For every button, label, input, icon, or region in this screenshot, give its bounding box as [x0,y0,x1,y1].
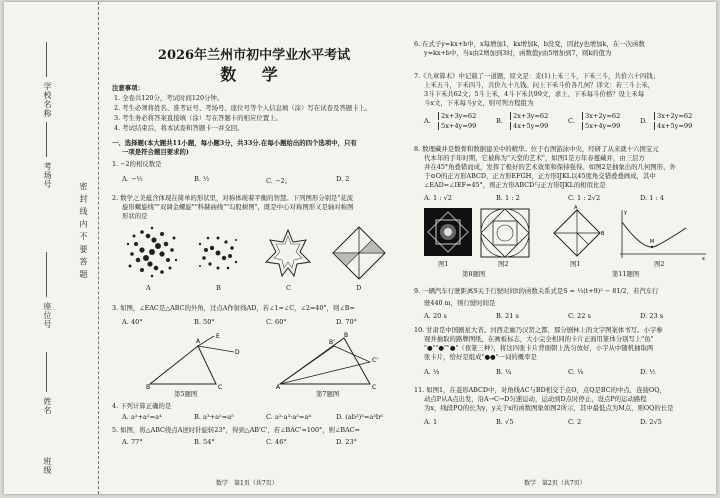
svg-text:B': B' [329,339,335,346]
function-graph-figure [616,208,710,260]
q2-label-d: D [356,284,362,292]
double-spiral-figure [192,228,244,278]
q7-option-a-eq2: 5x+4y=99 [438,122,476,130]
q1-option-a: A. −½ [122,175,143,183]
q11-option-a: A. 1 [424,418,438,426]
spiral-dots-figure [122,224,182,280]
q1-option-c: C. −2。 [266,177,292,185]
q4-option-a: A. a²+a²=a⁴ [122,413,162,421]
q7-option-b-key: B. [496,117,503,125]
q8-option-b: B. 1 : 2 [496,194,520,202]
question-8: 8. 数理藏并是数骨和数据建美中的精华。位于右图游泳中央，经研了从来就十六国宝元 [414,145,659,153]
q4-option-b: B. a³+a²=a⁵ [194,413,234,421]
question-7-line3: 3斗下禾共62文；5斗上禾，4斗下禾共99文，求上、下禾每斗价格？设上禾每 [424,90,645,98]
notice-3: 3. 考生务必将答案直接填（涂）写在答题卡的相应位置上。 [114,114,282,122]
figure-7-caption: 第7题图 [316,390,340,398]
question-7: 7.《九章算术》中记载了一道题，原文是：麦(1)上禾三斗，下禾三斗，共价六十四钱； [414,72,660,80]
q7-option-b-eq1: 2x+3y=62 [510,112,548,120]
caisson-photo-figure [424,208,472,256]
q9-option-c: C. 22 s [568,312,591,320]
question-5: 5. 如图，将△ABC绕点A逆时针旋转23°，得到△AB'C'，若∠BAC'=100°，则∠BAC= [112,426,360,434]
question-5-figure [274,332,384,390]
sealing-warning: 密 封 线 内 不 要 答 题 [79,182,88,279]
q10-option-c: C. ⅙ [568,368,584,376]
question-8-line2: 代本年的手年时期，它被称为"天堂的艺术"，如图1是万年春蔓藏并，由三层方 [424,154,645,162]
page-1 [104,2,404,494]
question-8-line3: 并在45°角叠错而成，发挥了极好的艺术效果和保持强得。如图2是抽象出的几何图形，外 [424,163,676,171]
question-2: 2. 数学之美蕴含体现在简单的形状里，对称体现着平衡的智慧。下列图形分别是"花流 [112,194,354,202]
figure-8-caption: 第8题图 [462,270,486,278]
notice-2: 2. 考生必须将姓名、准考证号、考场号、座位号等个人信息填（涂）写在试卷及答题卡上。 [114,104,372,112]
svg-text:x: x [702,256,705,262]
figure-11-1-caption: 图1 [570,260,581,268]
question-8-line4: 于⊙O的正方形ABCD，正方形EFGH，正方形IJKL以45度角交错叠叠画成，其中 [424,172,656,180]
svg-text:B: B [146,384,151,391]
q3-option-c: C. 60° [266,318,287,326]
question-9-line2: 驶440 m，则行驶时间是 [424,299,496,307]
q5-option-b: B. 54° [194,438,215,446]
question-10-line4: 张卡片，恰好是组成"●●"一词的概率是 [424,353,537,361]
q10-option-a: A. ⅓ [424,368,440,376]
page-1-footer: 数学 第1页（共7页） [216,480,278,487]
figure-11-caption: 第11题图 [612,270,640,278]
q7-option-a-key: A. [424,117,431,125]
q8-option-a: A. 1 : √2 [424,194,452,202]
page-2 [414,2,714,494]
svg-text:A: A [196,338,201,345]
question-3-figure [144,332,244,390]
class-label: 班级 [43,457,52,475]
exam-no-label: 考场号 [43,162,52,189]
q2-label-a: A [146,284,151,292]
school-line [46,42,47,77]
q11-option-c: C. 2 [568,418,582,426]
figure-11-2-caption: 图2 [654,260,665,268]
name-label: 姓名 [43,397,52,415]
q9-option-b: B. 21 s [496,312,519,320]
svg-text:A: A [574,205,578,211]
q9-option-a: A. 20 s [424,312,447,320]
question-6: 6. 在式子y=kx+b中，x每增加1，kx增加k，b没变，因此y也增加k，在一次函数 [414,40,645,48]
question-7-line4: 斗x文，下禾每斗y文，则可列方程组为 [424,99,534,107]
q11-option-b: B. √5 [496,418,514,426]
q4-option-c: C. a²·a³·a²=a⁴ [266,413,312,421]
question-7-line2: 上禾五斗，下禾四斗，共价九十九钱。问上下禾斗价各几何？译文：若三斗上禾， [424,81,655,89]
seat-label: 座位号 [43,302,52,329]
q7-option-a-eq1: 2x+3y=62 [438,112,476,120]
nested-squares-figure [478,206,532,260]
question-4: 4. 下列计算正确的是 [112,402,172,410]
q3-option-a: A. 40° [122,318,143,326]
svg-text:M: M [650,239,655,245]
svg-text:y: y [624,210,627,216]
rhombus-figure [550,206,604,260]
section1-heading: 一、选择题(本大题共11小题，每小题3分，共33分.在每小题给出的四个选项中，只有 [112,139,357,147]
seat-line [46,252,47,297]
question-11-line3: 为x，线段PQ的长为y，y关于x的函数图象如图2所示，其中最低点为M点，则OQ的长是 [424,404,674,412]
question-10-line3: "●""●""●"（夜篆三种），将这四张卡片背面朝上洗匀放好，小宇从中随机抽取两 [424,344,654,352]
question-6-line2: y=kx+b中，当x由2增加到3时，函数值y由5增加到7，则k的值为 [424,49,612,57]
q10-option-d: D. ½ [640,368,656,376]
figure-2-caption: 图2 [498,260,509,268]
question-8-line5: ∠EAD=∠IEF=45°，则正方形ABCD与正方形IJKL的相似比是 [424,181,606,189]
svg-text:E: E [216,333,220,340]
q7-option-b-eq2: 4x+5y=99 [510,122,548,130]
question-1: 1. −2的相反数是 [112,160,162,168]
svg-text:C: C [218,384,223,391]
svg-text:C': C' [372,357,378,364]
q4-option-d: D. (ab²)³=a³b⁶ [336,413,383,421]
notice-title: 注意事项： [112,84,144,92]
figure-1-caption: 图1 [438,260,449,268]
binding-margin [4,2,99,494]
question-10: 10. 甘肃是中国剧星大省。河西走廊乃汉贤之都，那分剧林上的文字图案体书写。小宇参 [414,326,663,334]
svg-text:A: A [276,384,281,391]
q5-option-c: C. 46° [266,438,287,446]
exam-sheet [4,2,716,494]
q3-option-d: D. 70° [336,318,357,326]
question-11-line2: 动点P从A点出发，沿A→C→D匀速运动，运动到D点时停止，设点P的运动路程 [424,395,647,403]
q10-option-b: B. ¼ [496,368,512,376]
q3-option-b: B. 50° [194,318,215,326]
q1-option-b: B. ½ [194,175,210,183]
svg-text:B: B [344,332,349,339]
q8-option-d: D. 1 : 4 [640,194,665,202]
q7-option-d-eq1: 3x+2y=62 [654,112,692,120]
svg-text:D: D [235,349,240,356]
subject-title: 数 学 [220,65,288,84]
section1-heading-2: 一项是符合题目要求的) [122,148,189,156]
q9-option-d: D. 23 s [640,312,664,320]
q11-option-d: D. 2√5 [640,418,662,426]
q1-option-d: D. 2 [336,175,350,183]
q7-option-d-eq2: 4x+5y=99 [654,122,692,130]
question-9: 9. 一辆汽车行驶距离S关于行驶时间t的函数关系式是S = ½(t+9)² − 81/2，若汽车行 [414,287,659,295]
koch-snowflake-figure [260,226,316,280]
question-11: 11. 如图1，在菱形ABCD中，对角线AC与BD相交于点O，点Q是BC的中点，连接OQ， [414,386,666,394]
question-3: 3. 如图，∠EAC是△ABC的外角，过点A作射线AD，若∠1=∠C，∠2=40°，则∠B= [112,304,355,312]
svg-text:C: C [372,384,377,391]
q2-label-c: C [286,284,292,292]
q7-option-c-key: C. [568,117,575,125]
pythagoras-figure [330,224,388,280]
school-label: 学校名称 [43,82,52,118]
q2-label-b: B [216,284,221,292]
exam-no-line [46,122,47,157]
q7-option-d-key: D. [640,117,648,125]
question-2-line2: 旋形螺旋线""双调金螺旋""科赫曲线""勾股树图"，既是中心对称图形又是轴对称图 [122,203,354,211]
q7-option-c-eq2: 5x+4y=99 [582,122,620,130]
q5-option-a: A. 77° [122,438,143,446]
page-2-footer: 数学 第2页（共7页） [524,480,586,487]
question-2-line3: 形状的是 [122,212,148,220]
notice-4: 4. 考试结束后，将本试卷和答题卡一并交回。 [114,124,244,132]
q5-option-d: D. 23° [336,438,357,446]
svg-text:B: B [601,231,605,237]
notice-1: 1. 全卷共120分，考试时间120分钟。 [114,94,224,102]
q8-option-c: C. 1 : 2√2 [568,194,601,202]
q7-option-c-eq1: 3x+2y=62 [582,112,620,120]
name-line [46,352,47,392]
figure-5-caption: 第5题图 [174,390,198,398]
exam-title: 2026年兰州市初中学业水平考试 [157,48,351,63]
question-10-line2: 观并抽取的路牌图纸，在画板标志，大小完全相同的卡片正面用篆体分别写上"鱼" [424,335,654,343]
